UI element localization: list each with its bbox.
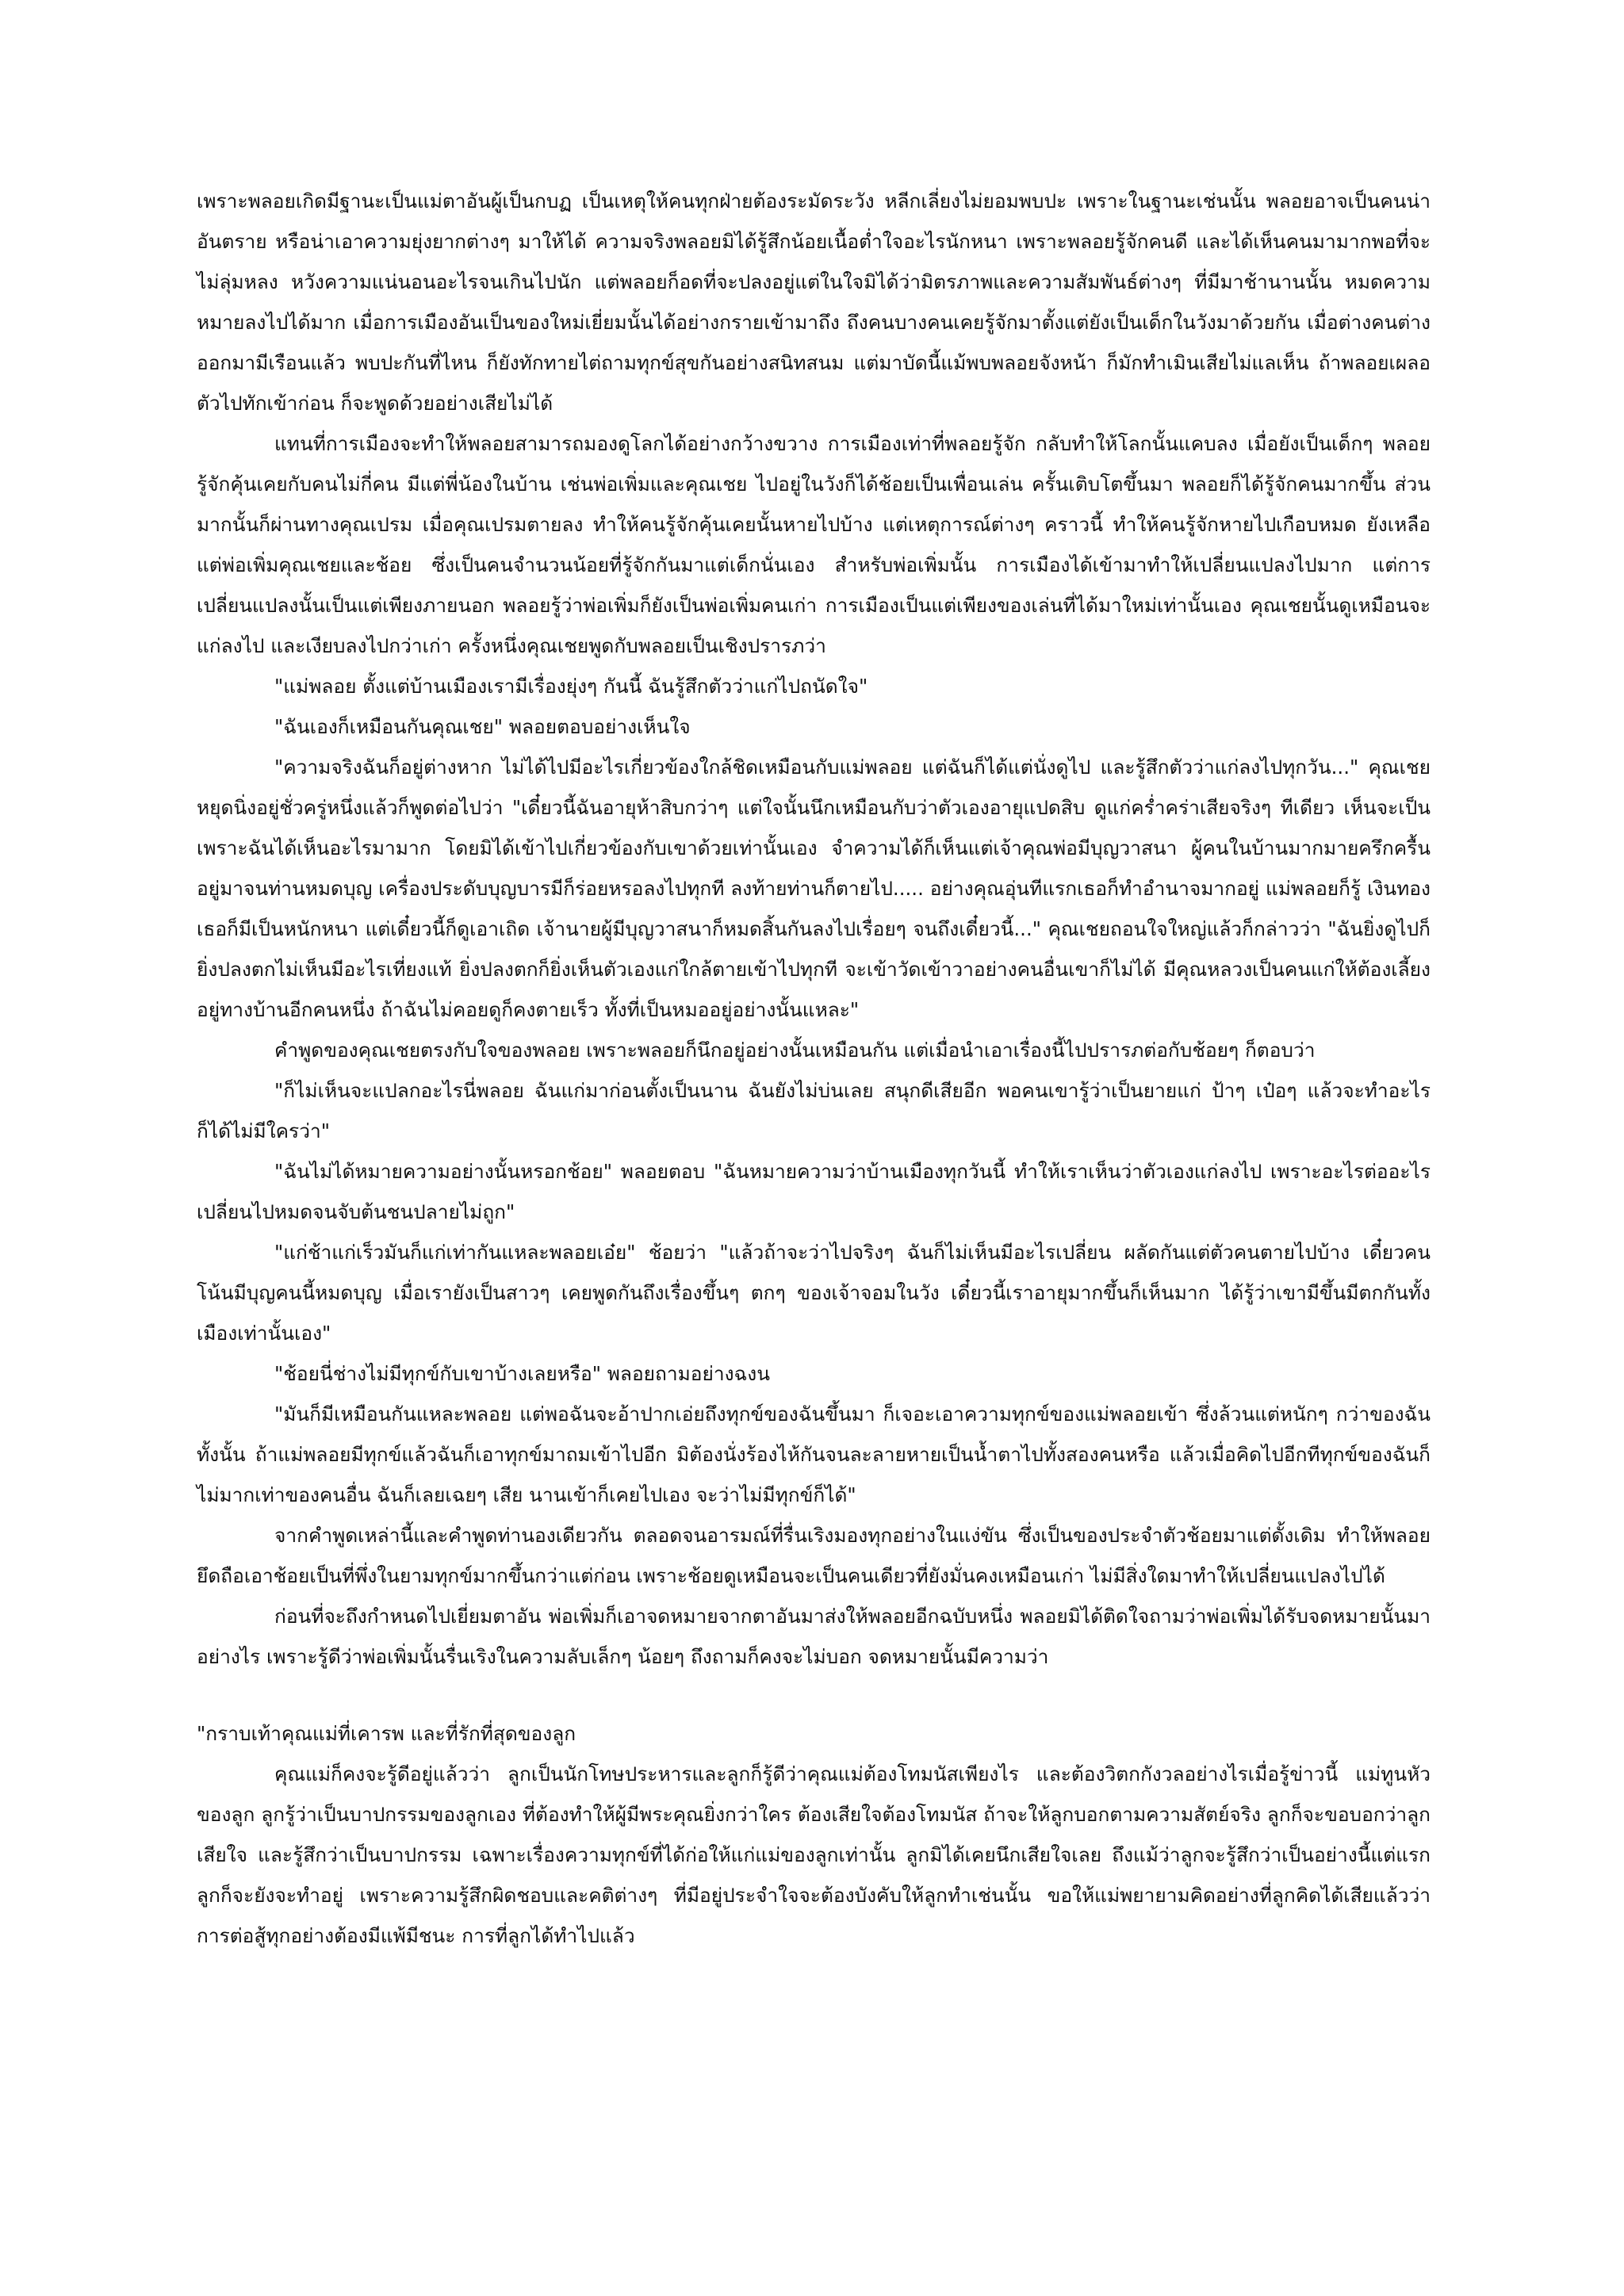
paragraph-11: "มันก็มีเหมือนกันแหละพลอย แต่พอฉันจะอ้าปากเอ่ยถึงทุกข์ของฉันขึ้นมา ก็เจอะเอาความทุกข์ของแม่พลอยเข้า ซึ่งล้วนแต่หนักๆ กว่าของฉันทั้งนั้น ถ้าแม่พลอยมีทุกข์แล้วฉันก็เอาทุกข์มาถมเข้าไปอีก มิต้องนั่งร้องไห้กันจนละลายหายเป็นน้ำตาไปทั้งสองคนหรือ แล้วเมื่อคิดไปอีกทีทุกข์ของฉันก็ไม่มากเท่าของคนอื่น ฉันก็เลยเฉยๆ เสีย นานเข้าก็เคยไปเอง จะว่าไม่มีทุกข์ก็ได้"	[197, 1402, 1431, 1506]
paragraph-7: "ก็ไม่เห็นจะแปลกอะไรนี่พลอย ฉันแก่มาก่อนตั้งเป็นนาน ฉันยังไม่บ่นเลย สนุกดีเสียอีก พอคนเขารู้ว่าเป็นยายแก่ ป้าๆ เป๋อๆ แล้วจะทำอะไรก็ได้ไม่มีใครว่า"	[197, 1079, 1431, 1142]
paragraph-9: "แก่ช้าแก่เร็วมันก็แก่เท่ากันแหละพลอยเอ๋ย" ช้อยว่า "แล้วถ้าจะว่าไปจริงๆ ฉันก็ไม่เห็นมีอะไรเปลี่ยน ผลัดกันแต่ตัวคนตายไปบ้าง เดี๋ยวคนโน้นมีบุญคนนี้หมดบุญ เมื่อเรายังเป็นสาวๆ เคยพูดกันถึงเรื่องขึ้นๆ ตกๆ ของเจ้าจอมในวัง เดี๋ยวนี้เราอายุมากขึ้นก็เห็นมาก ได้รู้ว่าเขามีขึ้นมีตกกันทั้งเมืองเท่านั้นเอง"	[197, 1241, 1431, 1345]
section-gap	[197, 1677, 1431, 1713]
paragraph-8: "ฉันไม่ได้หมายความอย่างนั้นหรอกช้อย" พลอยตอบ "ฉันหมายความว่าบ้านเมืองทุกวันนี้ ทำให้เราเห็นว่าตัวเองแก่ลงไป เพราะอะไรต่ออะไรเปลี่ยนไปหมดจนจับต้นชนปลายไม่ถูก"	[197, 1160, 1431, 1223]
paragraph-13: ก่อนที่จะถึงกำหนดไปเยี่ยมตาอัน พ่อเพิ่มก็เอาจดหมายจากตาอันมาส่งให้พลอยอีกฉบับหนึ่ง พลอยมิได้ติดใจถามว่าพ่อเพิ่มได้รับจดหมายนั้นมาอย่างไร เพราะรู้ดีว่าพ่อเพิ่มนั้นรื่นเริงในความลับเล็กๆ น้อยๆ ถึงถามก็คงจะไม่บอก จดหมายนั้นมีความว่า	[197, 1605, 1431, 1668]
document-page	[197, 181, 1431, 1956]
paragraph-5: "ความจริงฉันก็อยู่ต่างหาก ไม่ได้ไปมีอะไรเกี่ยวข้องใกล้ชิดเหมือนกับแม่พลอย แต่ฉันก็ได้แต่นั่งดูไป และรู้สึกตัวว่าแก่ลงไปทุกวัน..." คุณเชยหยุดนิ่งอยู่ชั่วครู่หนึ่งแล้วก็พูดต่อไปว่า "เดี๋ยวนี้ฉันอายุห้าสิบกว่าๆ แต่ใจนั้นนึกเหมือนกับว่าตัวเองอายุแปดสิบ ดูแก่คร่ำคร่าเสียจริงๆ ทีเดียว เห็นจะเป็นเพราะฉันได้เห็นอะไรมามาก โดยมิได้เข้าไปเกี่ยวข้องกับเขาด้วยเท่านั้นเอง จำความได้ก็เห็นแต่เจ้าคุณพ่อมีบุญวาสนา ผู้คนในบ้านมากมายครึกครื้น อยู่มาจนท่านหมดบุญ เครื่องประดับบุญบารมีก็ร่อยหรอลงไปทุกที ลงท้ายท่านก็ตายไป..... อย่างคุณอุ่นทีแรกเธอก็ทำอำนาจมากอยู่ แม่พลอยก็รู้ เงินทองเธอก็มีเป็นหนักหนา แต่เดี๋ยวนี้ก็ดูเอาเถิด เจ้านายผู้มีบุญวาสนาก็หมดสิ้นกันลงไปเรื่อยๆ จนถึงเดี๋ยวนี้..." คุณเชยถอนใจใหญ่แล้วก็กล่าวว่า "ฉันยิ่งดูไปก็ยิ่งปลงตกไม่เห็นมีอะไรเที่ยงแท้ ยิ่งปลงตกก็ยิ่งเห็นตัวเองแก่ใกล้ตายเข้าไปทุกที จะเข้าวัดเข้าวาอย่างคนอื่นเขาก็ไม่ได้ มีคุณหลวงเป็นคนแก่ให้ต้องเลี้ยงอยู่ทางบ้านอีกคนหนึ่ง ถ้าฉันไม่คอยดูก็คงตายเร็ว ทั้งที่เป็นหมออยู่อย่างนั้นแหละ"	[197, 756, 1431, 1021]
letter-salutation: "กราบเท้าคุณแม่ที่เคารพ และที่รักที่สุดของลูก	[197, 1722, 576, 1745]
letter-body-paragraph: คุณแม่ก็คงจะรู้ดีอยู่แล้วว่า ลูกเป็นนักโทษประหารและลูกก็รู้ดีว่าคุณแม่ต้องโทมนัสเพียงไร และต้องวิตกกังวลอย่างไรเมื่อรู้ข่าวนี้ แม่ทูนหัวของลูก ลูกรู้ว่าเป็นบาปกรรมของลูกเอง ที่ต้องทำให้ผู้มีพระคุณยิ่งกว่าใคร ต้องเสียใจต้องโทมนัส ถ้าจะให้ลูกบอกตามความสัตย์จริง ลูกก็จะขอบอกว่าลูกเสียใจ และรู้สึกว่าเป็นบาปกรรม เฉพาะเรื่องความทุกข์ที่ได้ก่อให้แก่แม่ของลูกเท่านั้น ลูกมิได้เคยนึกเสียใจเลย ถึงแม้ว่าลูกจะรู้สึกว่าเป็นอย่างนี้แต่แรก ลูกก็จะยังจะทำอยู่ เพราะความรู้สึกผิดชอบและคติต่างๆ ที่มีอยู่ประจำใจจะต้องบังคับให้ลูกทำเช่นนั้น ขอให้แม่พยายามคิดอย่างที่ลูกคิดได้เสียแล้วว่า การต่อสู้ทุกอย่างต้องมีแพ้มีชนะ การที่ลูกได้ทำไปแล้ว	[197, 1762, 1431, 1947]
paragraph-12: จากคำพูดเหล่านี้และคำพูดท่านองเดียวกัน ตลอดจนอารมณ์ที่รื่นเริงมองทุกอย่างในแง่ขัน ซึ่งเป็นของประจำตัวช้อยมาแต่ดั้งเดิม ทำให้พลอยยึดถือเอาช้อยเป็นที่พึ่งในยามทุกข์มากขึ้นกว่าแต่ก่อน เพราะช้อยดูเหมือนจะเป็นคนเดียวที่ยังมั่นคงเหมือนเก่า ไม่มีสิ่งใดมาทำให้เปลี่ยนแปลงไปได้	[197, 1524, 1431, 1587]
paragraph-1: เพราะพลอยเกิดมีฐานะเป็นแม่ตาอันผู้เป็นกบฏ เป็นเหตุให้คนทุกฝ่ายต้องระมัดระวัง หลีกเลี่ยงไม่ยอมพบปะ เพราะในฐานะเช่นนั้น พลอยอาจเป็นคนน่าอันตราย หรือน่าเอาความยุ่งยากต่างๆ มาให้ได้ ความจริงพลอยมิได้รู้สึกน้อยเนื้อต่ำใจอะไรนักหนา เพราะพลอยรู้จักคนดี และได้เห็นคนมามากพอที่จะไม่ลุ่มหลง หวังความแน่นอนอะไรจนเกินไปนัก แต่พลอยก็อดที่จะปลงอยู่แต่ในใจมิได้ว่ามิตรภาพและความสัมพันธ์ต่างๆ ที่มีมาช้านานนั้น หมดความหมายลงไปได้มาก เมื่อการเมืองอันเป็นของใหม่เยี่ยมนั้นได้อย่างกรายเข้ามาถึง ถึงคนบางคนเคยรู้จักมาตั้งแต่ยังเป็นเด็กในวังมาด้วยกัน เมื่อต่างคนต่างออกมามีเรือนแล้ว พบปะกันที่ไหน ก็ยังทักทายไต่ถามทุกข์สุขกันอย่างสนิทสนม แต่มาบัดนี้แม้พบพลอยจังหน้า ก็มักทำเมินเสียไม่แลเห็น ถ้าพลอยเผลอตัวไปทักเข้าก่อน ก็จะพูดด้วยอย่างเสียไม่ได้	[197, 189, 1431, 415]
paragraph-2: แทนที่การเมืองจะทำให้พลอยสามารถมองดูโลกได้อย่างกว้างขวาง การเมืองเท่าที่พลอยรู้จัก กลับทำให้โลกนั้นแคบลง เมื่อยังเป็นเด็กๆ พลอยรู้จักคุ้นเคยกับคนไม่กี่คน มีแต่พี่น้องในบ้าน เช่นพ่อเพิ่มและคุณเชย ไปอยู่ในวังก็ได้ช้อยเป็นเพื่อนเล่น ครั้นเติบโตขึ้นมา พลอยก็ได้รู้จักคนมากขึ้น ส่วนมากนั้นก็ผ่านทางคุณเปรม เมื่อคุณเปรมตายลง ทำให้คนรู้จักคุ้นเคยนั้นหายไปบ้าง แต่เหตุการณ์ต่างๆ คราวนี้ ทำให้คนรู้จักหายไปเกือบหมด ยังเหลือแต่พ่อเพิ่มคุณเชยและช้อย ซึ่งเป็นคนจำนวนน้อยที่รู้จักกันมาแต่เด็กนั่นเอง สำหรับพ่อเพิ่มนั้น การเมืองได้เข้ามาทำให้เปลี่ยนแปลงไปมาก แต่การเปลี่ยนแปลงนั้นเป็นแต่เพียงภายนอก พลอยรู้ว่าพ่อเพิ่มก็ยังเป็นพ่อเพิ่มคนเก่า การเมืองเป็นแต่เพียงของเล่นที่ได้มาใหม่เท่านั้นเอง คุณเชยนั้นดูเหมือนจะแก่ลงไป และเงียบลงไปกว่าเก่า ครั้งหนึ่งคุณเชยพูดกับพลอยเป็นเชิงปรารภว่า	[197, 432, 1431, 657]
paragraph-10: "ช้อยนี่ช่างไม่มีทุกข์กับเขาบ้างเลยหรือ" พลอยถามอย่างฉงน	[274, 1362, 770, 1385]
paragraph-3: "แม่พลอย ตั้งแต่บ้านเมืองเรามีเรื่องยุ่งๆ กันนี้ ฉันรู้สึกตัวว่าแก่ไปถนัดใจ"	[274, 675, 868, 698]
paragraph-6: คำพูดของคุณเชยตรงกับใจของพลอย เพราะพลอยก็นึกอยู่อย่างนั้นเหมือนกัน แต่เมื่อนำเอาเรื่องนี้ไปปรารภต่อกับช้อยๆ ก็ตอบว่า	[274, 1039, 1316, 1062]
paragraph-4: "ฉันเองก็เหมือนกันคุณเชย" พลอยตอบอย่างเห็นใจ	[274, 715, 691, 738]
